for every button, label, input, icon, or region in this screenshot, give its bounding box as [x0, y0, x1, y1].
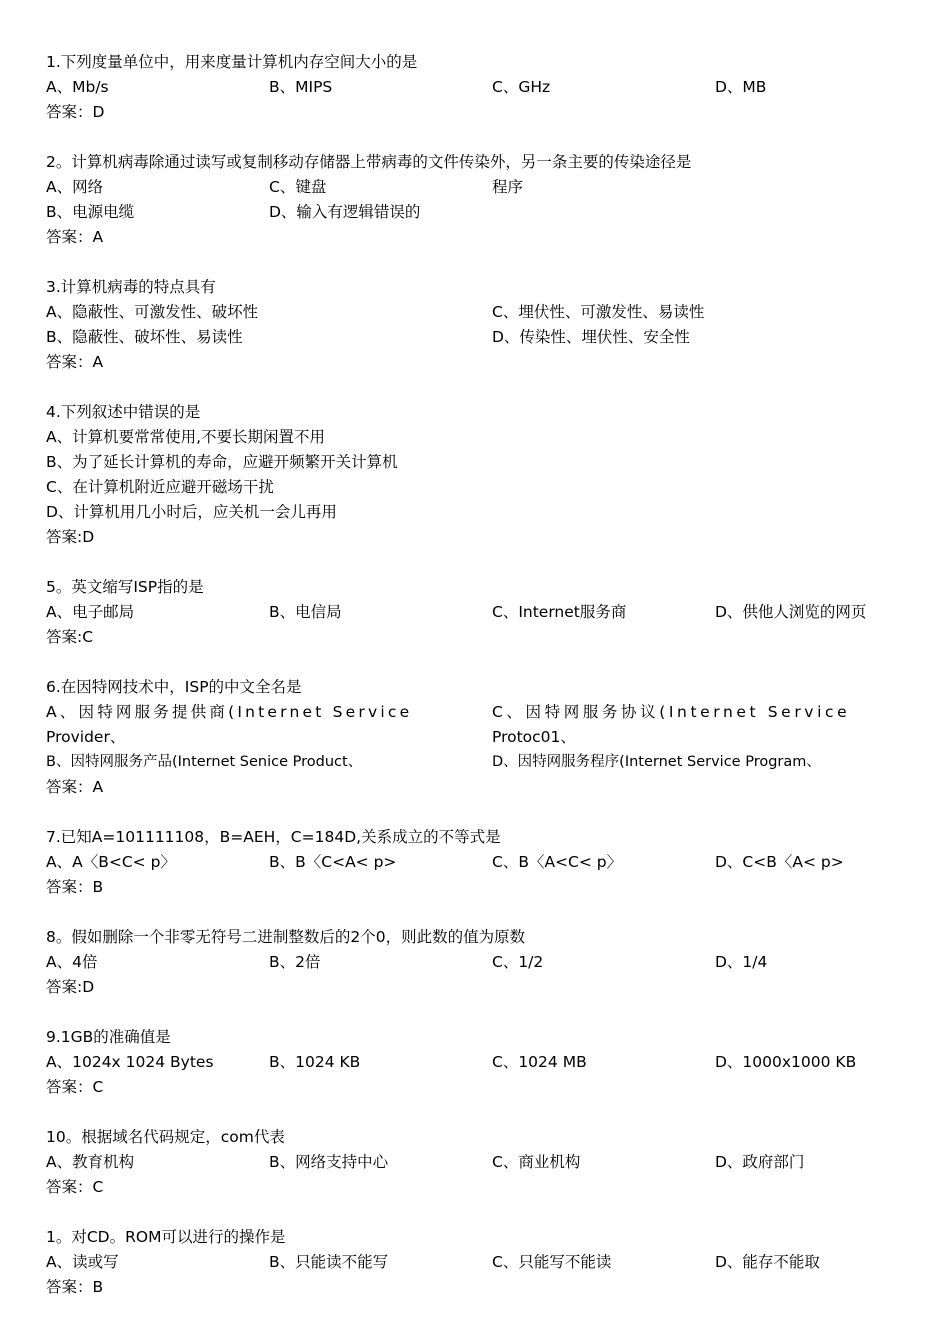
- option-d: D、传染性、埋伏性、安全性: [492, 328, 690, 346]
- option-a-continuation: Provider、: [46, 728, 126, 746]
- option-c: C、商业机构: [492, 1153, 581, 1171]
- option-d: D、C<B〈A< p>: [715, 853, 844, 871]
- question-9: [46, 1025, 906, 1100]
- question-title: 1。对CD。ROM可以进行的操作是: [46, 1228, 286, 1246]
- option-c: C、因特网服务协议(Internet Service: [492, 703, 851, 721]
- options-row: [46, 850, 906, 875]
- option-c: C、埋伏性、可激发性、易读性: [492, 303, 705, 321]
- answer-text: 答案：B: [46, 1278, 104, 1296]
- option-c: C、1/2: [492, 953, 544, 971]
- question-3: [46, 275, 906, 375]
- option-a: A、1024x 1024 Bytes: [46, 1053, 214, 1071]
- answer-text: 答案:C: [46, 628, 94, 646]
- option-c: C、GHz: [492, 78, 551, 96]
- option-d: D、1/4: [715, 953, 768, 971]
- option-c: C、只能写不能读: [492, 1253, 612, 1271]
- option-c: C、B〈A<C< p〉: [492, 853, 623, 871]
- answer-text: 答案：A: [46, 353, 104, 371]
- option-c: C、键盘: [269, 178, 327, 196]
- question-title: 2。计算机病毒除通过读写或复制移动存储器上带病毒的文件传染外，另一条主要的传染途径是: [46, 153, 692, 171]
- option-a: A、网络: [46, 178, 104, 196]
- option-c: C、在计算机附近应避开磁场干扰: [46, 478, 274, 496]
- options-row: [46, 1050, 906, 1075]
- option-a: A、因特网服务提供商(Internet Service: [46, 703, 413, 721]
- option-b: B、电信局: [269, 603, 342, 621]
- options-row: [46, 700, 906, 725]
- option-d: D、能存不能取: [715, 1253, 820, 1271]
- answer-text: 答案：D: [46, 103, 105, 121]
- option-b: B、MIPS: [269, 78, 333, 96]
- options-row: [46, 950, 906, 975]
- answer-text: 答案：C: [46, 1078, 104, 1096]
- option-d: D、供他人浏览的网页: [715, 603, 867, 621]
- option-b: B、只能读不能写: [269, 1253, 389, 1271]
- options-row: [46, 600, 906, 625]
- question-title: 8。假如删除一个非零无符号二进制整数后的2个0，则此数的值为原数: [46, 928, 526, 946]
- option-d: D、因特网服务程序(Internet Service Program、: [492, 754, 821, 770]
- question-title: 5。英文缩写ISP指的是: [46, 578, 204, 596]
- options-row: [46, 325, 906, 350]
- option-b: B、电源电缆: [46, 203, 135, 221]
- option-b: B、隐蔽性、破坏性、易读性: [46, 328, 243, 346]
- option-a: A、读或写: [46, 1253, 119, 1271]
- answer-text: 答案：C: [46, 1178, 104, 1196]
- options-row: [46, 1150, 906, 1175]
- option-b: B、2倍: [269, 953, 321, 971]
- options-row: [46, 175, 906, 200]
- option-d: D、计算机用几小时后，应关机一会儿再用: [46, 503, 337, 521]
- option-continuation: 程序: [492, 178, 524, 196]
- options-row: [46, 75, 906, 100]
- answer-text: 答案：B: [46, 878, 104, 896]
- option-b: B、1024 KB: [269, 1053, 361, 1071]
- option-a: A、Mb/s: [46, 78, 109, 96]
- option-b: B、因特网服务产品(Internet Senice Product、: [46, 754, 363, 770]
- question-title: 3.计算机病毒的特点具有: [46, 278, 216, 296]
- question-8: [46, 925, 906, 1000]
- answer-text: 答案：A: [46, 228, 104, 246]
- option-a: A、电子邮局: [46, 603, 135, 621]
- option-c: C、Internet服务商: [492, 603, 627, 621]
- option-d: D、1000x1000 KB: [715, 1053, 857, 1071]
- question-7: [46, 825, 906, 900]
- question-title: 4.下列叙述中错误的是: [46, 403, 201, 421]
- options-row: [46, 750, 906, 775]
- answer-text: 答案:D: [46, 528, 95, 546]
- answer-text: 答案：A: [46, 778, 104, 796]
- option-a: A、4倍: [46, 953, 98, 971]
- options-row: [46, 1250, 906, 1275]
- option-a: A、隐蔽性、可激发性、破坏性: [46, 303, 259, 321]
- question-10: [46, 1125, 906, 1200]
- option-c-continuation: Protoc01、: [492, 728, 576, 746]
- option-a: A、A〈B<C< p〉: [46, 853, 176, 871]
- option-a: A、计算机要常常使用,不要长期闲置不用: [46, 428, 326, 446]
- question-11: [46, 1225, 906, 1300]
- question-title: 1.下列度量单位中，用来度量计算机内存空间大小的是: [46, 53, 418, 71]
- option-b: B、网络支持中心: [269, 1153, 389, 1171]
- options-row: [46, 725, 906, 750]
- question-2: [46, 150, 906, 250]
- options-row: [46, 300, 906, 325]
- question-title: 9.1GB的准确值是: [46, 1028, 171, 1046]
- option-d: D、政府部门: [715, 1153, 805, 1171]
- option-d: D、输入有逻辑错误的: [269, 203, 421, 221]
- document-page: [46, 50, 906, 1325]
- question-title: 10。根据域名代码规定，com代表: [46, 1128, 285, 1146]
- option-a: A、教育机构: [46, 1153, 135, 1171]
- question-5: [46, 575, 906, 650]
- answer-text: 答案:D: [46, 978, 95, 996]
- option-c: C、1024 MB: [492, 1053, 587, 1071]
- question-title: 6.在因特网技术中，ISP的中文全名是: [46, 678, 302, 696]
- option-b: B、为了延长计算机的寿命，应避开频繁开关计算机: [46, 453, 398, 471]
- question-4: [46, 400, 906, 550]
- question-6: [46, 675, 906, 800]
- option-d: D、MB: [715, 78, 767, 96]
- options-row: [46, 200, 906, 225]
- question-title: 7.已知A=101111108，B=AEH，C=184D,关系成立的不等式是: [46, 828, 501, 846]
- option-b: B、B〈C<A< p>: [269, 853, 397, 871]
- question-1: [46, 50, 906, 125]
